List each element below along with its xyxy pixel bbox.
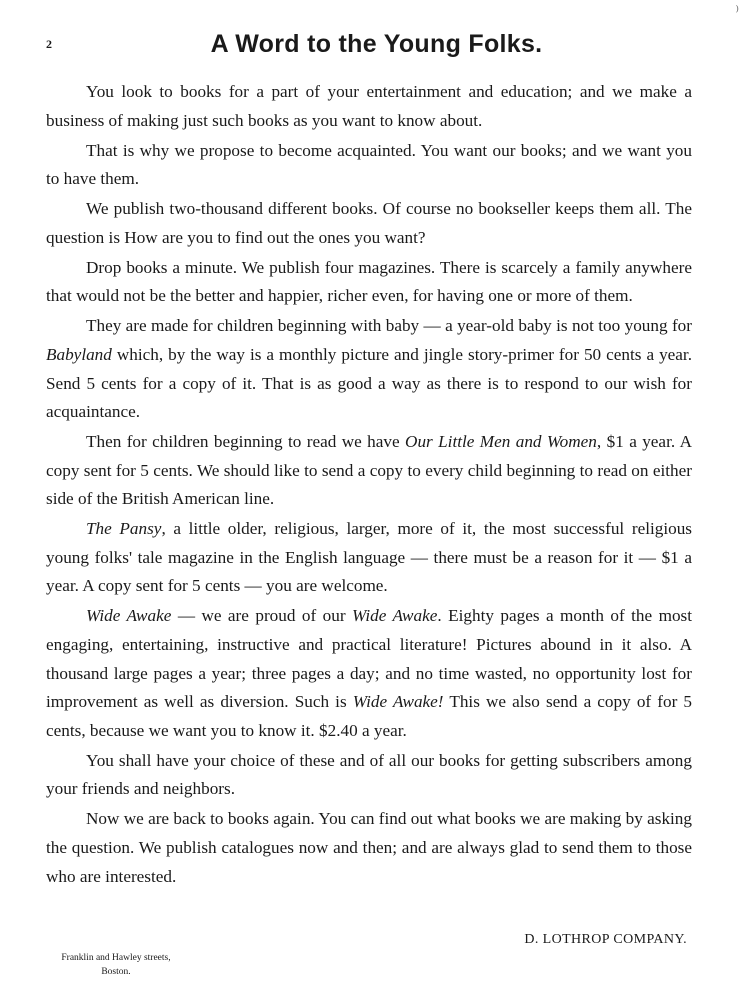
page-title: A Word to the Young Folks. bbox=[210, 30, 543, 58]
letter-body bbox=[46, 78, 692, 893]
magazine-title-the-pansy: The Pansy bbox=[86, 519, 162, 539]
margin-mark-icon: ⁾ bbox=[735, 5, 739, 20]
paragraph-the-pansy bbox=[46, 515, 692, 601]
magazine-title-wide-awake: Wide Awake! bbox=[352, 692, 444, 712]
paragraph-text: which, by the way is a monthly picture and jingle story-primer for 50 cents a year. Send 5 cents for a copy of it. That is as good a way as there is to respond to our wish for acquaintance. bbox=[46, 344, 692, 422]
magazine-title-babyland: Babyland bbox=[46, 344, 112, 364]
publisher-address bbox=[46, 951, 186, 979]
paragraph-babyland bbox=[46, 312, 692, 426]
page-number: 2 bbox=[46, 37, 52, 51]
paragraph-text: This we also send a copy of for 5 cents, because we want you to know it. $2.40 a year. bbox=[46, 692, 693, 740]
paragraph-text: Then for children beginning to read we have bbox=[86, 432, 406, 452]
magazine-title-wide-awake: Wide Awake bbox=[86, 606, 172, 626]
paragraph-wide-awake bbox=[46, 602, 692, 745]
magazine-title-our-little-men-and-women: Our Little Men and Women bbox=[405, 432, 597, 452]
paragraph-text: — we are proud of our bbox=[171, 606, 352, 626]
paragraph-two-thousand-books: We publish two-thousand different books. Of course no bookseller keeps them all. The question is How are you to find out the ones you want? bbox=[46, 199, 692, 247]
paragraph-text: , $1 a year. A copy sent for 5 cents. We should like to send a copy to every child beginning to read on either side of the British American line. bbox=[46, 432, 692, 509]
signature: D. LOTHROP COMPANY. bbox=[524, 932, 687, 947]
paragraph-four-magazines: Drop books a minute. We publish four magazines. There is scarcely a family anywhere that would not be the better and happier, richer even, for having one or more of them. bbox=[46, 257, 692, 306]
paragraph-text: They are made for children beginning with baby — a year-old baby is not too young for bbox=[86, 316, 692, 336]
address-street: Franklin and Hawley streets, bbox=[61, 953, 171, 963]
paragraph-acquainted: That is why we propose to become acquainted. You want our books; and we want you to have them. bbox=[46, 140, 692, 189]
paragraph-intro: You look to books for a part of your entertainment and education; and we make a business of making just such books as you want to know about. bbox=[46, 82, 692, 130]
magazine-title-wide-awake: Wide Awake bbox=[352, 606, 438, 626]
paragraph-catalogues: Now we are back to books again. You can find out what books we are making by asking the question. We publish catalogues now and then; and are always glad to send them to those who are interested. bbox=[46, 809, 692, 886]
address-city: Boston. bbox=[101, 967, 131, 977]
paragraph-our-little-men-and-women bbox=[46, 428, 692, 514]
paragraph-text: . Eighty pages a month of the most engaging, entertaining, instructive and practical literature! Pictures abound in it also. A thousand large pages a year; three pages a day; and no time wasted, no opportunity lost for improvement as well as diversion. Such is bbox=[46, 606, 693, 712]
paragraph-text: , a little older, religious, larger, more of it, the most successful religious young folks' tale magazine in the English language — there must be a reason for it — $1 a year. A copy sent for 5 cents — you are welcome. bbox=[46, 519, 692, 596]
paragraph-subscribers: You shall have your choice of these and of all our books for getting subscribers among your friends and neighbors. bbox=[46, 750, 692, 799]
